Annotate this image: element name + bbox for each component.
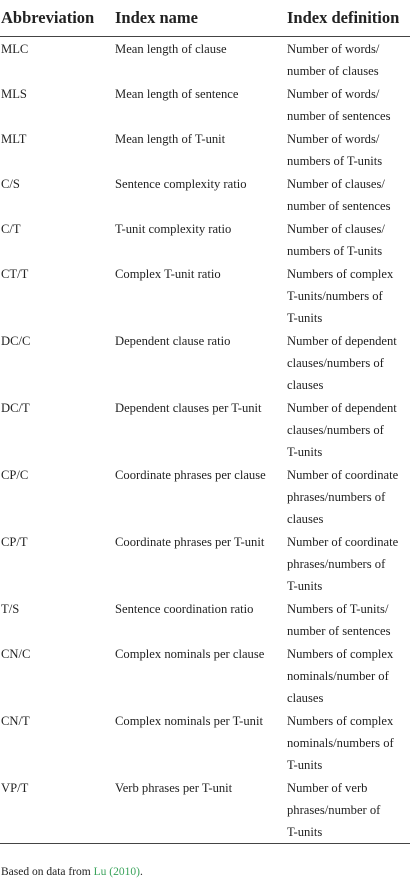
cell-abbreviation: CP/C	[1, 468, 29, 482]
table-row	[0, 776, 410, 844]
table-row	[0, 217, 410, 262]
cell-index-definition	[286, 127, 410, 172]
definition-line: Number of dependent	[287, 401, 397, 415]
cell-abbreviation: CT/T	[1, 267, 29, 281]
cell-index-name: Complex nominals per T-unit	[115, 714, 263, 728]
cell-abbreviation: C/S	[1, 177, 20, 191]
cell-index-name: Sentence coordination ratio	[115, 602, 254, 616]
citation-link[interactable]: Lu (2010)	[93, 866, 140, 878]
definition-line: clauses	[287, 512, 324, 526]
definition-line: number of sentences	[287, 199, 391, 213]
header-index-name: Index name	[114, 0, 286, 37]
cell-abbreviation: MLS	[1, 87, 27, 101]
footnote-prefix: Based on data from	[1, 866, 94, 878]
table-row	[0, 82, 410, 127]
cell-abbreviation: CN/C	[1, 647, 31, 661]
definition-line: numbers of T-units	[287, 154, 383, 168]
definition-line: T-units	[287, 758, 323, 772]
definition-line: clauses	[287, 378, 324, 392]
cell-abbreviation: T/S	[1, 602, 20, 616]
cell-index-definition	[286, 642, 410, 709]
definition-line: nominals/numbers of	[287, 736, 394, 750]
cell-abbreviation: VP/T	[0, 776, 114, 844]
cell-index-name: Coordinate phrases per clause	[115, 468, 266, 482]
definition-line: Numbers of complex	[287, 267, 394, 281]
definition-line: T-units	[287, 825, 323, 839]
cell-index-definition	[286, 262, 410, 329]
cell-index-definition	[286, 172, 410, 217]
cell-abbreviation: CP/T	[1, 535, 28, 549]
table-row	[0, 463, 410, 530]
table-row	[0, 396, 410, 463]
definition-line: T-units/numbers of	[287, 289, 383, 303]
definition-line: phrases/numbers of	[287, 557, 386, 571]
definition-line: Numbers of T-units/	[287, 602, 389, 616]
table-row	[0, 127, 410, 172]
definition-line: clauses/numbers of	[287, 356, 384, 370]
definition-line: clauses	[287, 691, 324, 705]
header-row	[0, 0, 410, 37]
definition-line: Numbers of complex	[287, 714, 394, 728]
definition-line: phrases/numbers of	[287, 490, 386, 504]
table-row	[0, 709, 410, 776]
definition-line: number of clauses	[287, 64, 379, 78]
cell-index-name: Mean length of T-unit	[115, 132, 226, 146]
header-abbreviation: Abbreviation	[0, 0, 114, 37]
table-row	[0, 530, 410, 597]
cell-index-definition	[286, 396, 410, 463]
cell-abbreviation: MLC	[1, 42, 29, 56]
cell-index-definition	[286, 37, 410, 83]
definition-line: Number of verb	[287, 781, 368, 795]
table-row	[0, 172, 410, 217]
cell-index-definition	[286, 82, 410, 127]
cell-abbreviation: CN/T	[1, 714, 30, 728]
definition-line: T-units	[287, 579, 323, 593]
definition-line: Number of words/	[287, 87, 380, 101]
table-row	[0, 37, 410, 83]
table-footnote	[0, 866, 410, 878]
cell-index-definition	[286, 217, 410, 262]
cell-index-name: Sentence complexity ratio	[115, 177, 247, 191]
cell-index-name: Verb phrases per T-unit	[114, 776, 286, 844]
cell-index-definition	[286, 776, 410, 844]
cell-index-name: Complex nominals per clause	[115, 647, 265, 661]
definition-line: number of sentences	[287, 624, 391, 638]
definition-line: Number of dependent	[287, 334, 397, 348]
cell-index-name: Dependent clauses per T-unit	[115, 401, 262, 415]
definition-line: Number of words/	[287, 42, 380, 56]
definition-line: T-units	[287, 445, 323, 459]
cell-index-name: Mean length of sentence	[115, 87, 239, 101]
definition-line: phrases/number of	[287, 803, 381, 817]
cell-abbreviation: DC/C	[1, 334, 31, 348]
cell-index-name: Complex T-unit ratio	[115, 267, 221, 281]
definition-line: clauses/numbers of	[287, 423, 384, 437]
definition-line: Numbers of complex	[287, 647, 394, 661]
definition-line: T-units	[287, 311, 323, 325]
cell-index-name: Mean length of clause	[115, 42, 227, 56]
cell-index-definition	[286, 597, 410, 642]
definition-line: nominals/number of	[287, 669, 389, 683]
definition-line: numbers of T-units	[287, 244, 383, 258]
table-row	[0, 642, 410, 709]
definition-line: Number of clauses/	[287, 222, 385, 236]
definition-line: number of sentences	[287, 109, 391, 123]
cell-abbreviation: MLT	[1, 132, 27, 146]
footnote-suffix: .	[139, 866, 143, 878]
cell-index-name: T-unit complexity ratio	[115, 222, 232, 236]
cell-index-name: Coordinate phrases per T-unit	[115, 535, 265, 549]
cell-index-definition	[286, 530, 410, 597]
cell-index-definition	[286, 329, 410, 396]
table-row	[0, 262, 410, 329]
table-body	[0, 37, 410, 844]
definition-line: Number of coordinate	[287, 468, 399, 482]
definition-line: Number of clauses/	[287, 177, 385, 191]
table-row	[0, 597, 410, 642]
header-index-definition: Index definition	[286, 0, 410, 37]
table-row	[0, 329, 410, 396]
cell-abbreviation: DC/T	[1, 401, 30, 415]
cell-abbreviation: C/T	[1, 222, 21, 236]
table-header	[0, 0, 410, 37]
cell-index-definition	[286, 709, 410, 776]
cell-index-name: Dependent clause ratio	[115, 334, 231, 348]
definition-line: Number of words/	[287, 132, 380, 146]
cell-index-definition	[286, 463, 410, 530]
definition-line: Number of coordinate	[287, 535, 399, 549]
